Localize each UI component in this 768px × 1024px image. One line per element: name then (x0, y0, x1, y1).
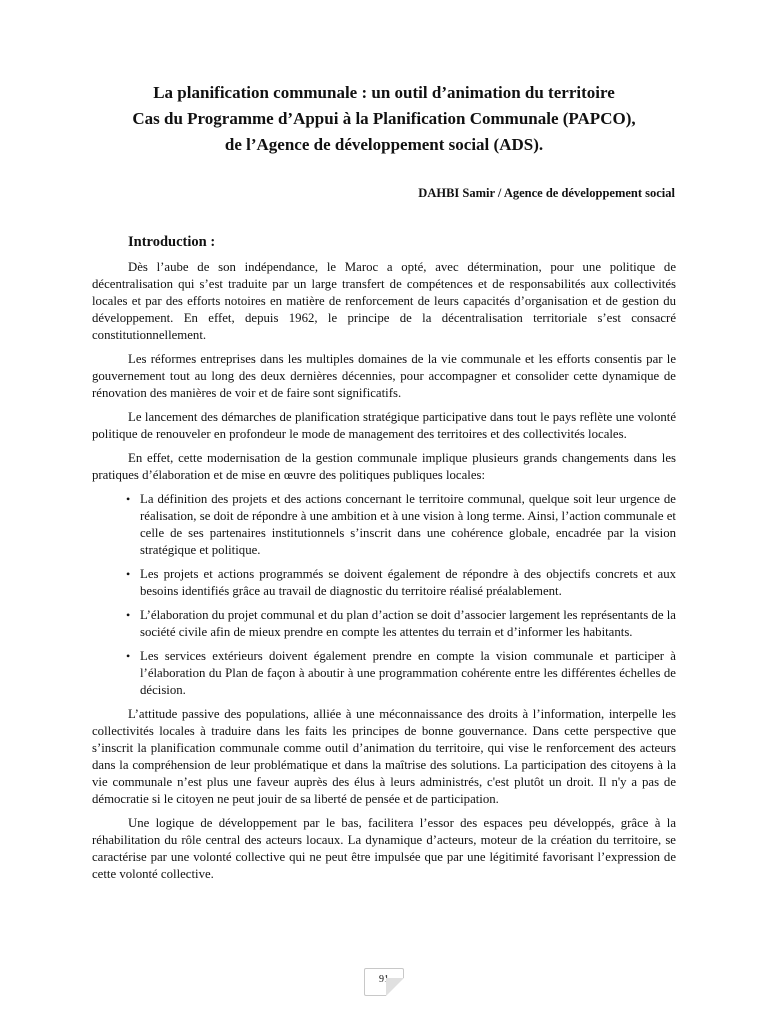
list-item (126, 491, 676, 559)
list-item-text: Les projets et actions programmés se doivent également de répondre à des objectifs concrets et aux besoins identifiés grâce au travail de diagnostic du territoire réalisé préalablement. (140, 567, 676, 598)
page-fold-icon (386, 978, 404, 996)
list-item-text: L’élaboration du projet communal et du plan d’action se doit d’associer largement les représentants de la société civile afin de mieux prendre en compte les attentes du terrain et d’informer les habitants. (140, 608, 676, 639)
list-item (126, 648, 676, 699)
document-title (0, 80, 768, 158)
author-line: DAHBI Samir / Agence de développement social (418, 186, 675, 200)
paragraph: Le lancement des démarches de planification stratégique participative dans tout le pays reflète une volonté politique de renouveler en profondeur le mode de management des territoires et des collectivités locales. (92, 410, 676, 441)
paragraph: Une logique de développement par le bas, facilitera l’essor des espaces peu développés, grâce à la réhabilitation du rôle central des acteurs locaux. La dynamique d’acteurs, moteur de la création du territoire, se caractérise par une volonté collective qui ne peut être impulsée que par une légitimité favorisant l’expression de cette volonté collective. (92, 816, 676, 881)
title-line-2: Cas du Programme d’Appui à la Planification Communale (PAPCO), (132, 109, 636, 128)
paragraph: En effet, cette modernisation de la gestion communale implique plusieurs grands changements dans les pratiques d’élaboration et de mise en œuvre des politiques publiques locales: (92, 451, 676, 482)
body-text (92, 259, 676, 890)
section-heading: Introduction : (128, 234, 216, 250)
bullet-list (92, 491, 676, 699)
bullet-icon: • (126, 567, 131, 581)
paragraph: L’attitude passive des populations, alliée à une méconnaissance des droits à l’information, interpelle les collectivités locales à traduire dans les faits les principes de bonne gouvernance. Dans cette perspective que s’inscrit la planification communale comme outil d’animation du territoire, qui vise le renforcement des acteurs dans la compréhension de leur problématique et dans la maîtrise des solutions. La participation des citoyens à la vie communale n’est plus une faveur auprès des élus à leurs administrés, c'est plutôt un droit. Il n'y a pas de démocratie si le citoyen ne peut jouir de sa liberté de pensée et de participation. (92, 707, 676, 806)
bullet-icon: • (126, 608, 131, 622)
list-item-text: La définition des projets et des actions concernant le territoire communal, quelque soit leur urgence de réalisation, se doit de répondre à une ambition et à une vision à long terme. Ainsi, l’action communale et celle de ses partenaires institutionnels s’inscrit dans une cohérence globale, encadrée par la vision stratégique et politique. (140, 492, 676, 557)
page-number (364, 968, 404, 996)
list-item-text: Les services extérieurs doivent également prendre en compte la vision communale et participer à l’élaboration du Plan de façon à aboutir à une programmation cohérente entre les différentes échelles de décision. (140, 649, 676, 697)
bullet-icon: • (126, 649, 131, 663)
list-item (126, 607, 676, 641)
bullet-icon: • (126, 492, 131, 506)
paragraph: Les réformes entreprises dans les multiples domaines de la vie communale et les efforts consentis par le gouvernement tout au long des deux dernières décennies, pour accompagner et consolider cette dynamique de rénovation des manières de voir et de faire sont significatifs. (92, 352, 676, 400)
page-number-label: 91 (379, 974, 389, 985)
list-item (126, 566, 676, 600)
title-line-1: La planification communale : un outil d’animation du territoire (153, 83, 615, 102)
title-line-3: de l’Agence de développement social (ADS). (224, 135, 544, 154)
paragraph: Dès l’aube de son indépendance, le Maroc a opté, avec détermination, pour une politique de décentralisation qui s’est traduite par un large transfert de compétences et de responsabilités aux collectivités locales et par des efforts notoires en matière de renforcement de leurs capacités d’organisation et de gestion du développement. En effet, depuis 1962, le principe de la décentralisation territoriale s’est consacré constitutionnellement. (92, 260, 676, 342)
